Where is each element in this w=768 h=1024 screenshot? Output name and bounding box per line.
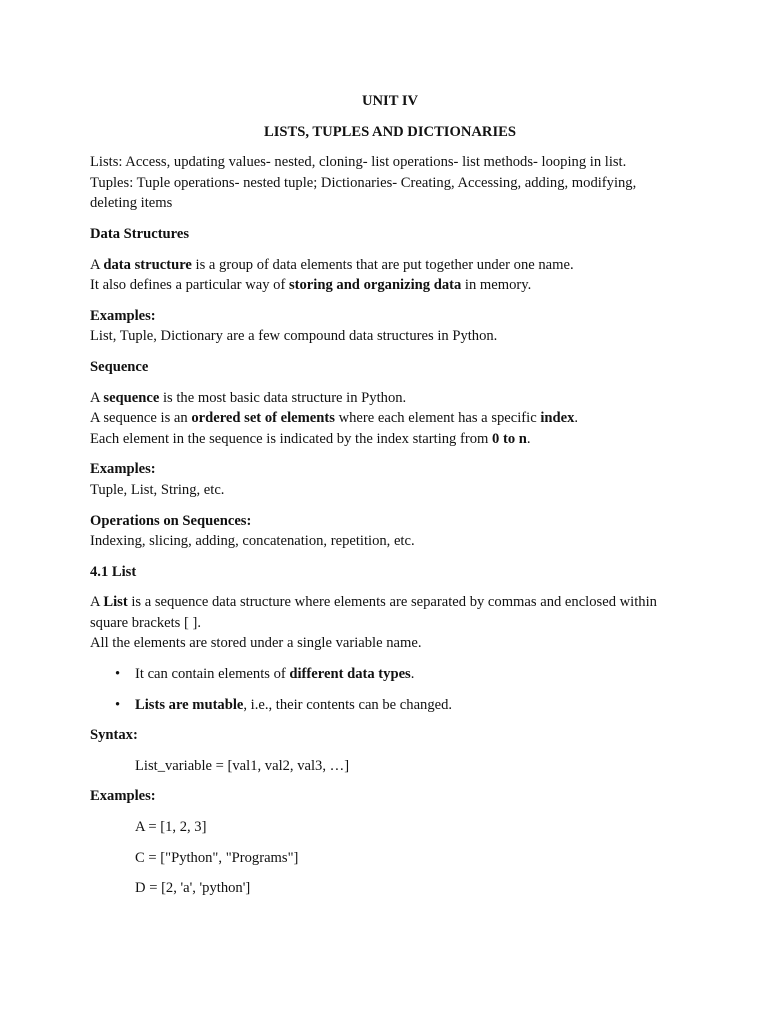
section-heading: 4.1 List xyxy=(90,563,137,580)
examples-heading: Examples: xyxy=(90,307,156,324)
list-properties xyxy=(90,664,690,715)
operations-heading: Operations on Sequences: xyxy=(90,512,252,529)
list-definition: A List is a sequence data structure where elements are separated by commas and enclosed within square brackets [ ]. All the elements are stored under a single variable name. xyxy=(90,594,657,652)
syntax-code: List_variable = [val1, val2, val3, …] xyxy=(135,757,350,774)
syntax-heading: Syntax: xyxy=(90,727,138,744)
examples-text: List, Tuple, Dictionary are a few compound data structures in Python. xyxy=(90,328,498,345)
syllabus-line: deleting items xyxy=(90,195,173,212)
syllabus-line: Tuples: Tuple operations- nested tuple; Dictionaries- Creating, Accessing, adding, modifying, xyxy=(90,174,637,191)
examples-heading: Examples: xyxy=(90,788,156,805)
section-heading: Sequence xyxy=(90,358,149,375)
code-example: D = [2, 'a', 'python'] xyxy=(135,880,251,897)
section-heading: Data Structures xyxy=(90,225,190,242)
data-structure-definition: A data structure is a group of data elements that are put together under one name. It also defines a particular way of storing and organizing data in memory. xyxy=(90,256,574,294)
code-example: C = ["Python", "Programs"] xyxy=(135,849,299,866)
sequence-definition: A sequence is the most basic data structure in Python. A sequence is an ordered set of elements where each element has a specific index. Each element in the sequence is indicated by the index starting from 0 to n. xyxy=(90,389,579,447)
list-item: • Lists are mutable, i.e., their contents can be changed. xyxy=(135,695,690,716)
sequence-operations xyxy=(90,511,690,552)
topic-title: LISTS, TUPLES AND DICTIONARIES xyxy=(264,123,516,140)
syllabus-paragraph xyxy=(90,152,690,214)
document-page xyxy=(90,91,690,909)
code-example: A = [1, 2, 3] xyxy=(135,819,207,836)
examples-heading: Examples: xyxy=(90,461,156,478)
list-item: • It can contain elements of different data types. xyxy=(135,664,690,685)
unit-title: UNIT IV xyxy=(361,93,419,109)
sequence-examples xyxy=(90,459,690,500)
examples-text: Tuple, List, String, etc. xyxy=(90,481,225,498)
data-structure-examples xyxy=(90,306,690,347)
syllabus-line: Lists: Access, updating values- nested, cloning- list operations- list methods- looping in list. xyxy=(90,154,627,171)
operations-text: Indexing, slicing, adding, concatenation, repetition, etc. xyxy=(90,533,415,550)
